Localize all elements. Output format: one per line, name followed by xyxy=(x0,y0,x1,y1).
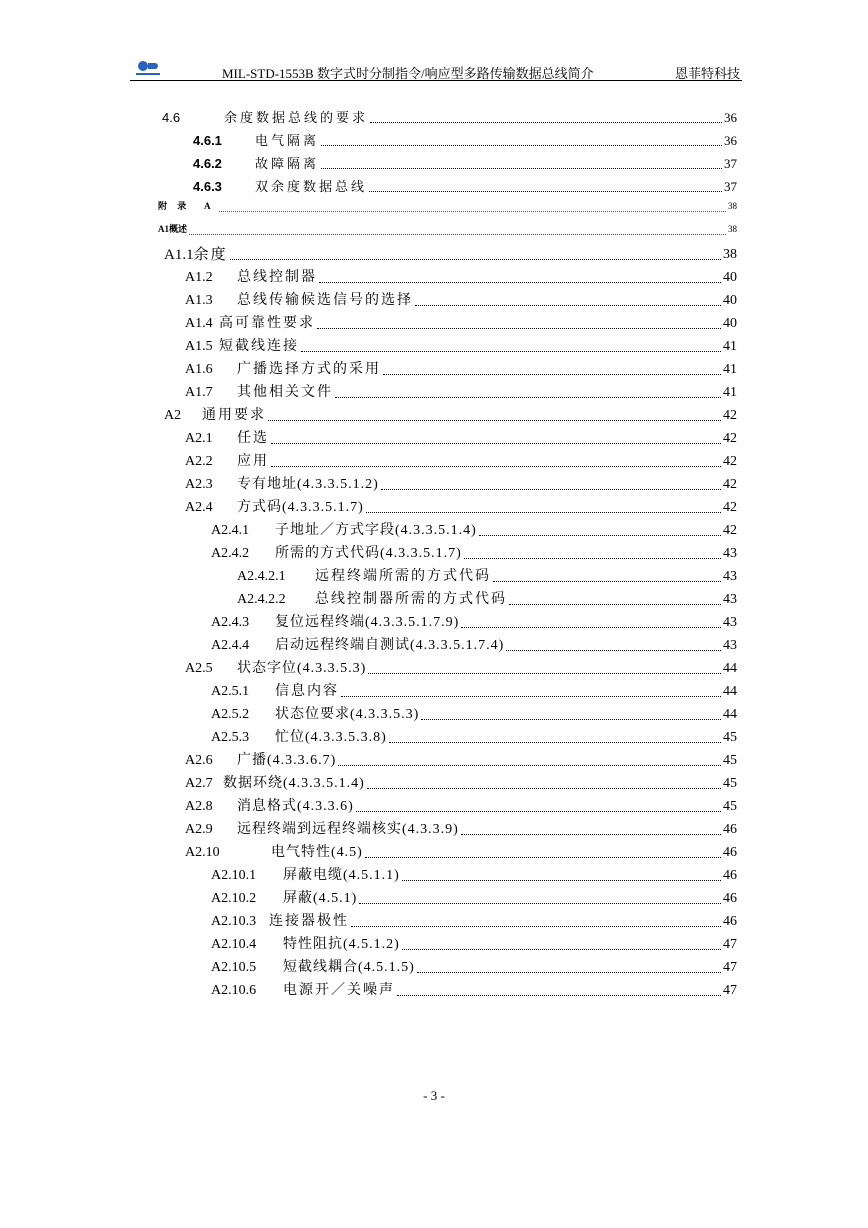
toc-entry-number: A2.4.2 xyxy=(211,546,250,561)
toc-entry-title: 余度 xyxy=(193,247,228,263)
toc-entry[interactable] xyxy=(164,406,737,424)
toc-entry-number: A2.10.2 xyxy=(211,891,257,906)
toc-leader xyxy=(421,719,721,720)
toc-entry-page: 37 xyxy=(724,179,737,194)
toc-entry-page: 45 xyxy=(723,730,737,745)
toc-leader xyxy=(321,168,722,169)
toc-entry-title: 广播选择方式的采用 xyxy=(237,362,381,377)
toc-entry-page: 43 xyxy=(723,546,737,561)
toc-entry-number: A2.10 xyxy=(185,845,220,860)
toc-entry[interactable] xyxy=(158,223,737,237)
toc-entry-title: 短截线耦合(4.5.1.5) xyxy=(283,960,415,975)
toc-leader xyxy=(461,627,721,628)
toc-entry[interactable] xyxy=(211,981,737,999)
toc-entry-page: 46 xyxy=(723,914,737,929)
toc-entry-title: 广播(4.3.3.6.7) xyxy=(237,753,337,768)
toc-entry[interactable] xyxy=(185,751,737,769)
toc-entry[interactable] xyxy=(185,774,737,792)
toc-entry[interactable] xyxy=(237,567,737,585)
toc-entry-number: 4.6 xyxy=(162,110,181,125)
toc-entry-title: 故障隔离 xyxy=(255,156,320,171)
toc-entry[interactable] xyxy=(211,935,737,953)
toc-entry-page: 43 xyxy=(723,638,737,653)
toc-entry[interactable] xyxy=(162,108,737,126)
toc-entry-number: A2.10.5 xyxy=(211,960,257,975)
toc-entry-number: A2.1 xyxy=(185,431,213,446)
toc-entry-number: A2.4.2.1 xyxy=(237,569,286,584)
toc-entry-title: 应用 xyxy=(237,454,269,469)
toc-leader xyxy=(368,673,721,674)
toc-entry-number: A2.9 xyxy=(185,822,213,837)
toc-entry-page: 37 xyxy=(724,156,737,171)
toc-leader xyxy=(351,926,721,927)
toc-entry-number: A2.7 xyxy=(185,776,213,791)
toc-leader xyxy=(271,443,721,444)
toc-entry-title: 忙位(4.3.3.5.3.8) xyxy=(275,730,387,745)
toc-entry[interactable] xyxy=(193,131,737,149)
toc-entry-title: 远程终端到远程终端核实(4.3.3.9) xyxy=(237,822,459,837)
toc-entry[interactable] xyxy=(211,613,737,631)
page-number: - 3 - xyxy=(423,1088,445,1103)
toc-entry-number: A2.6 xyxy=(185,753,213,768)
toc-entry[interactable] xyxy=(185,337,737,355)
toc-entry[interactable] xyxy=(237,590,737,608)
toc-leader xyxy=(317,328,721,329)
toc-entry-page: 42 xyxy=(723,523,737,538)
toc-entry-title: 任选 xyxy=(237,431,269,446)
toc-entry-page: 38 xyxy=(728,224,737,234)
toc-leader xyxy=(230,259,721,260)
toc-entry[interactable] xyxy=(185,498,737,516)
toc-entry-number: A2.5 xyxy=(185,661,213,676)
toc-entry-title: 其他相关文件 xyxy=(237,385,333,400)
toc-leader xyxy=(479,535,721,536)
toc-entry-page: 40 xyxy=(723,316,737,331)
toc-entry-number: A2.5.3 xyxy=(211,730,250,745)
toc-entry-page: 42 xyxy=(723,477,737,492)
toc-entry[interactable] xyxy=(185,429,737,447)
toc-entry-number: A2.8 xyxy=(185,799,213,814)
toc-entry-page: 42 xyxy=(723,431,737,446)
toc-entry-number: A2.10.6 xyxy=(211,983,257,998)
toc-entry-title: 启动远程终端自测试(4.3.3.5.1.7.4) xyxy=(275,638,505,653)
toc-entry-title: 特性阻抗(4.5.1.2) xyxy=(283,937,400,952)
toc-entry-number: A2.4.1 xyxy=(211,523,250,538)
toc-entry-number: A2.10.3 xyxy=(211,914,257,929)
toc-entry-page: 36 xyxy=(724,110,737,125)
toc-entry[interactable] xyxy=(185,659,737,677)
toc-entry-title: 双余度数据总线 xyxy=(255,179,368,194)
toc-leader xyxy=(367,788,721,789)
toc-entry-title: 余度数据总线的要求 xyxy=(224,110,369,125)
toc-entry-title: 信息内容 xyxy=(275,684,339,699)
toc-leader xyxy=(268,420,721,421)
toc-leader xyxy=(271,466,721,467)
toc-entry[interactable] xyxy=(185,383,737,401)
toc-leader xyxy=(506,650,721,651)
toc-entry-page: 41 xyxy=(723,385,737,400)
toc-entry-title: 电气隔离 xyxy=(255,133,320,148)
toc-leader xyxy=(356,811,721,812)
toc-entry-number: 4.6.1 xyxy=(193,133,222,148)
toc-entry-title: 短截线连接 xyxy=(219,339,299,354)
toc-entry[interactable] xyxy=(211,682,737,700)
toc-entry-title: 消息格式(4.3.3.6) xyxy=(237,799,354,814)
toc-entry-title: 通用要求 xyxy=(202,408,266,423)
toc-entry[interactable] xyxy=(185,820,737,838)
toc-entry[interactable] xyxy=(193,177,737,195)
toc-entry[interactable] xyxy=(211,912,737,930)
toc-entry-number: A1.5 xyxy=(185,339,213,354)
toc-entry-number: A2.10.4 xyxy=(211,937,257,952)
toc-entry-title: 状态字位(4.3.3.5.3) xyxy=(237,661,367,676)
toc-entry-page: 40 xyxy=(723,270,737,285)
toc-entry[interactable] xyxy=(185,452,737,470)
toc-entry-page: 44 xyxy=(723,684,737,699)
toc-entry-title: 方式码(4.3.3.5.1.7) xyxy=(237,500,364,515)
toc-entry-title: 复位远程终端(4.3.3.5.1.7.9) xyxy=(275,615,460,630)
toc-entry-number: A1.1 xyxy=(164,247,194,263)
toc-leader xyxy=(402,880,721,881)
toc-leader xyxy=(461,834,721,835)
toc-entry[interactable] xyxy=(211,958,737,976)
toc-entry-title: 所需的方式代码(4.3.3.5.1.7) xyxy=(275,546,462,561)
toc-entry-page: 45 xyxy=(723,753,737,768)
toc-entry-page: 43 xyxy=(723,615,737,630)
toc-entry-number: A2.4.4 xyxy=(211,638,250,653)
toc-leader xyxy=(369,191,722,192)
toc-leader xyxy=(301,351,721,352)
toc-entry-number: A1概述 xyxy=(158,224,187,234)
toc-entry[interactable] xyxy=(185,314,737,332)
toc-leader xyxy=(417,972,721,973)
toc-leader xyxy=(219,211,727,212)
toc-entry[interactable] xyxy=(211,889,737,907)
toc-entry-number: A2.3 xyxy=(185,477,213,492)
toc-entry[interactable] xyxy=(185,360,737,378)
toc-entry-number: 附 录 xyxy=(158,201,191,211)
toc-entry-page: 47 xyxy=(723,960,737,975)
toc-entry[interactable] xyxy=(185,797,737,815)
toc-entry[interactable] xyxy=(185,843,737,861)
toc-entry-title: 连接器极性 xyxy=(269,914,349,929)
toc-entry-title: 数据环绕(4.3.3.5.1.4) xyxy=(223,776,365,791)
toc-leader xyxy=(366,512,721,513)
toc-entry-page: 40 xyxy=(723,293,737,308)
toc-entry-page: 43 xyxy=(723,569,737,584)
toc-entry-number: A2 xyxy=(164,408,182,423)
toc-entry-page: 36 xyxy=(724,133,737,148)
toc-entry-title: 远程终端所需的方式代码 xyxy=(315,569,491,584)
toc-entry[interactable] xyxy=(193,154,737,172)
toc-leader xyxy=(370,122,722,123)
toc-entry[interactable] xyxy=(211,636,737,654)
toc-entry-page: 44 xyxy=(723,661,737,676)
toc-entry[interactable] xyxy=(211,866,737,884)
toc-entry-page: 42 xyxy=(723,408,737,423)
toc-leader xyxy=(493,581,721,582)
toc-entry[interactable] xyxy=(164,245,737,263)
toc-leader xyxy=(359,903,721,904)
toc-entry-page: 46 xyxy=(723,845,737,860)
toc-entry-number: A1.2 xyxy=(185,270,213,285)
toc-entry-number: A2.4.3 xyxy=(211,615,250,630)
toc-leader xyxy=(383,374,721,375)
toc-entry-page: 38 xyxy=(723,247,737,262)
toc-entry[interactable] xyxy=(211,728,737,746)
toc-entry-number: 4.6.2 xyxy=(193,156,222,171)
toc-entry-number: A1.3 xyxy=(185,293,213,308)
toc-entry-title: 总线控制器所需的方式代码 xyxy=(315,592,507,607)
toc-entry-number: A1.6 xyxy=(185,362,213,377)
toc-entry-page: 47 xyxy=(723,937,737,952)
toc-entry-title: 高可靠性要求 xyxy=(219,316,315,331)
toc-entry-number: A2.4 xyxy=(185,500,213,515)
toc-entry-title: 屏蔽电缆(4.5.1.1) xyxy=(283,868,400,883)
toc-entry-number: A2.5.2 xyxy=(211,707,250,722)
toc-entry-title: 电源开／关噪声 xyxy=(283,983,395,998)
toc-entry-number: A2.10.1 xyxy=(211,868,257,883)
toc-leader xyxy=(189,234,726,235)
toc-entry-page: 47 xyxy=(723,983,737,998)
toc-leader xyxy=(341,696,721,697)
toc-leader xyxy=(509,604,721,605)
toc-entry-title: 屏蔽(4.5.1) xyxy=(283,891,358,906)
toc-entry-page: 45 xyxy=(723,776,737,791)
toc-leader xyxy=(464,558,721,559)
toc-leader xyxy=(321,145,722,146)
toc-entry-page: 46 xyxy=(723,822,737,837)
toc-leader xyxy=(402,949,721,950)
toc-entry-number: A2.4.2.2 xyxy=(237,592,286,607)
toc-entry[interactable] xyxy=(185,475,737,493)
toc-entry-page: 46 xyxy=(723,868,737,883)
toc-entry-page: 42 xyxy=(723,454,737,469)
toc-entry-page: 46 xyxy=(723,891,737,906)
toc-entry-number: A1.7 xyxy=(185,385,213,400)
toc-entry-page: 42 xyxy=(723,500,737,515)
toc-entry-page: 41 xyxy=(723,339,737,354)
toc-leader xyxy=(389,742,721,743)
toc-entry-page: 43 xyxy=(723,592,737,607)
toc-entry[interactable] xyxy=(211,521,737,539)
toc-entry-title: 子地址／方式字段(4.3.3.5.1.4) xyxy=(275,523,477,538)
toc-entry-page: 38 xyxy=(728,201,737,211)
toc-leader xyxy=(415,305,721,306)
toc-leader xyxy=(381,489,721,490)
toc-entry[interactable] xyxy=(211,544,737,562)
toc-entry-title: A xyxy=(204,201,217,211)
toc-entry-title: 电气特性(4.5) xyxy=(271,845,363,860)
toc-entry-page: 45 xyxy=(723,799,737,814)
toc-leader xyxy=(365,857,721,858)
toc-entry-page: 44 xyxy=(723,707,737,722)
toc-entry-title: 状态位要求(4.3.3.5.3) xyxy=(275,707,420,722)
header-title: MIL-STD-1553B 数字式时分制指令/响应型多路传输数据总线简介 xyxy=(222,66,594,81)
toc-leader xyxy=(397,995,721,996)
header-company: 恩菲特科技 xyxy=(674,66,740,81)
toc-entry-title: 总线传输候选信号的选择 xyxy=(237,293,413,308)
toc-entry[interactable] xyxy=(211,705,737,723)
toc-entry[interactable] xyxy=(185,268,737,286)
toc-entry-number: 4.6.3 xyxy=(193,179,222,194)
toc-entry-number: A2.5.1 xyxy=(211,684,250,699)
toc-leader xyxy=(338,765,721,766)
toc-entry[interactable] xyxy=(158,200,737,214)
toc-entry-number: A1.4 xyxy=(185,316,213,331)
toc-entry-title: 专有地址(4.3.3.5.1.2) xyxy=(237,477,379,492)
toc-entry[interactable] xyxy=(185,291,737,309)
toc-entry-page: 41 xyxy=(723,362,737,377)
toc-leader xyxy=(319,282,721,283)
toc-leader xyxy=(335,397,721,398)
toc-entry-number: A2.2 xyxy=(185,454,213,469)
toc-entry-title: 总线控制器 xyxy=(237,270,317,285)
